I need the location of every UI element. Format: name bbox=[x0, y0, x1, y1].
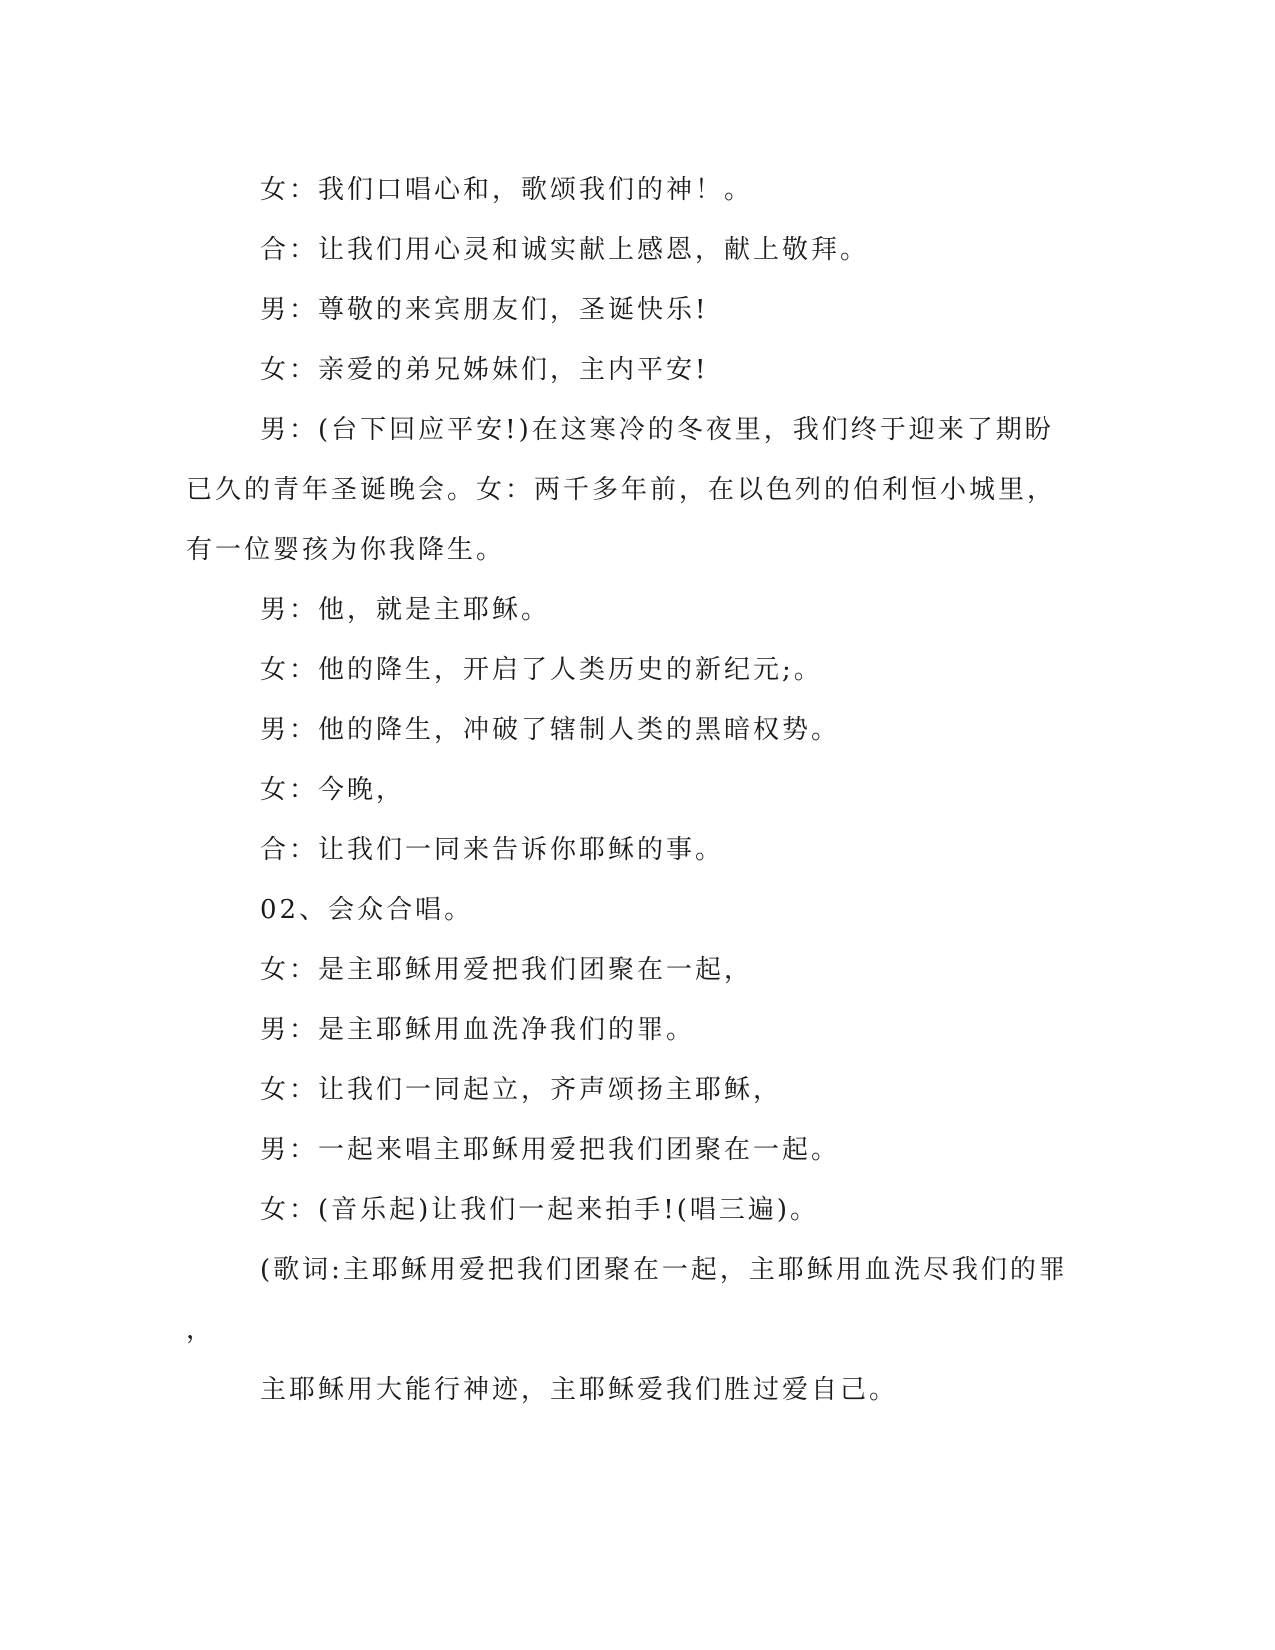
paragraph: 女：亲爱的弟兄姊妹们，主内平安! bbox=[260, 355, 709, 385]
paragraph: 女：是主耶稣用爱把我们团聚在一起， bbox=[260, 955, 754, 985]
paragraph: 女：今晚， bbox=[260, 775, 406, 805]
paragraph: 男：尊敬的来宾朋友们，圣诞快乐! bbox=[260, 295, 709, 325]
paragraph: (歌词:主耶稣用爱把我们团聚在一起，主耶稣用血洗尽我们的罪 bbox=[260, 1255, 1068, 1285]
paragraph: ， bbox=[186, 1315, 216, 1345]
paragraph: 男：(台下回应平安!)在这寒冷的冬夜里，我们终于迎来了期盼已久的青年圣诞晚会。女：两千多年前，在以色列的伯利恒小城里，有一位婴孩为你我降生。 bbox=[186, 415, 1057, 565]
paragraph: 女：让我们一同起立，齐声颂扬主耶稣， bbox=[260, 1075, 783, 1105]
paragraph: 合：让我们一同来告诉你耶稣的事。 bbox=[260, 835, 725, 865]
paragraph: 女：我们口唱心和，歌颂我们的神！。 bbox=[260, 175, 754, 205]
paragraph: 男：他，就是主耶稣。 bbox=[260, 595, 551, 625]
paragraph: 主耶稣用大能行神迹，主耶稣爱我们胜过爱自己。 bbox=[260, 1375, 899, 1405]
paragraph: 男：他的降生，冲破了辖制人类的黑暗权势。 bbox=[260, 715, 841, 745]
paragraph: 女：他的降生，开启了人类历史的新纪元;。 bbox=[260, 655, 823, 685]
paragraph: 合：让我们用心灵和诚实献上感恩，献上敬拜。 bbox=[260, 235, 870, 265]
document-body bbox=[186, 160, 1076, 1420]
paragraph: 男：是主耶稣用血洗净我们的罪。 bbox=[260, 1015, 696, 1045]
paragraph: 女：(音乐起)让我们一起来拍手!(唱三遍)。 bbox=[260, 1195, 820, 1225]
paragraph: 男：一起来唱主耶稣用爱把我们团聚在一起。 bbox=[260, 1135, 841, 1165]
paragraph: 02、会众合唱。 bbox=[260, 895, 474, 925]
